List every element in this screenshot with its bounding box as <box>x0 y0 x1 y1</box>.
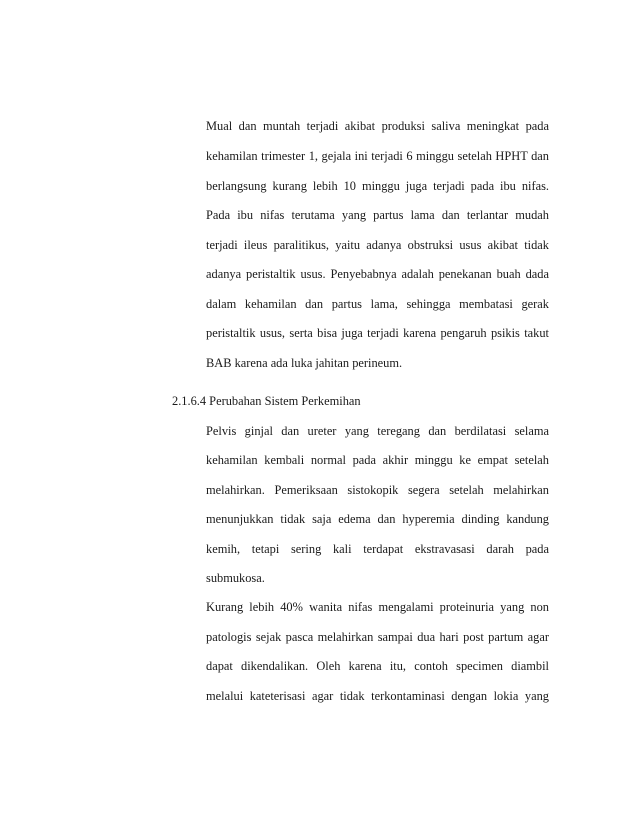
paragraph-line: patologis sejak pasca melahirkan sampai dua hari post partum agar <box>206 630 549 644</box>
paragraph-line: Mual dan muntah terjadi akibat produksi saliva meningkat pada <box>206 119 549 133</box>
paragraph-line: menunjukkan tidak saja edema dan hyperemia dinding kandung <box>206 512 549 526</box>
paragraph-line: Kurang lebih 40% wanita nifas mengalami proteinuria yang non <box>206 600 549 614</box>
paragraph-line: kehamilan trimester 1, gejala ini terjadi 6 minggu setelah HPHT dan <box>206 149 549 163</box>
paragraph-line: dalam kehamilan dan partus lama, sehingga membatasi gerak <box>206 297 549 311</box>
paragraph-line: dapat dikendalikan. Oleh karena itu, contoh specimen diambil <box>206 659 549 673</box>
paragraph-line: BAB karena ada luka jahitan perineum. <box>206 356 403 370</box>
paragraph-line: melahirkan. Pemeriksaan sistokopik segera setelah melahirkan <box>206 483 549 497</box>
paragraph-line: melalui kateterisasi agar tidak terkontaminasi dengan lokia yang <box>206 689 549 703</box>
paragraph-line: peristaltik usus, serta bisa juga terjadi karena pengaruh psikis takut <box>206 326 549 340</box>
section-heading: 2.1.6.4 Perubahan Sistem Perkemihan <box>172 394 361 408</box>
paragraph-line: terjadi ileus paralitikus, yaitu adanya obstruksi usus akibat tidak <box>206 238 549 252</box>
paragraph-line: kehamilan kembali normal pada akhir minggu ke empat setelah <box>206 453 549 467</box>
paragraph-line: submukosa. <box>206 571 265 585</box>
paragraph-line: Pada ibu nifas terutama yang partus lama dan terlantar mudah <box>206 208 549 222</box>
paragraph-line: berlangsung kurang lebih 10 minggu juga terjadi pada ibu nifas. <box>206 179 549 193</box>
paragraph-line: kemih, tetapi sering kali terdapat ekstravasasi darah pada <box>206 542 549 556</box>
paragraph-line: adanya peristaltik usus. Penyebabnya adalah penekanan buah dada <box>206 267 549 281</box>
paragraph-line: Pelvis ginjal dan ureter yang teregang dan berdilatasi selama <box>206 424 549 438</box>
